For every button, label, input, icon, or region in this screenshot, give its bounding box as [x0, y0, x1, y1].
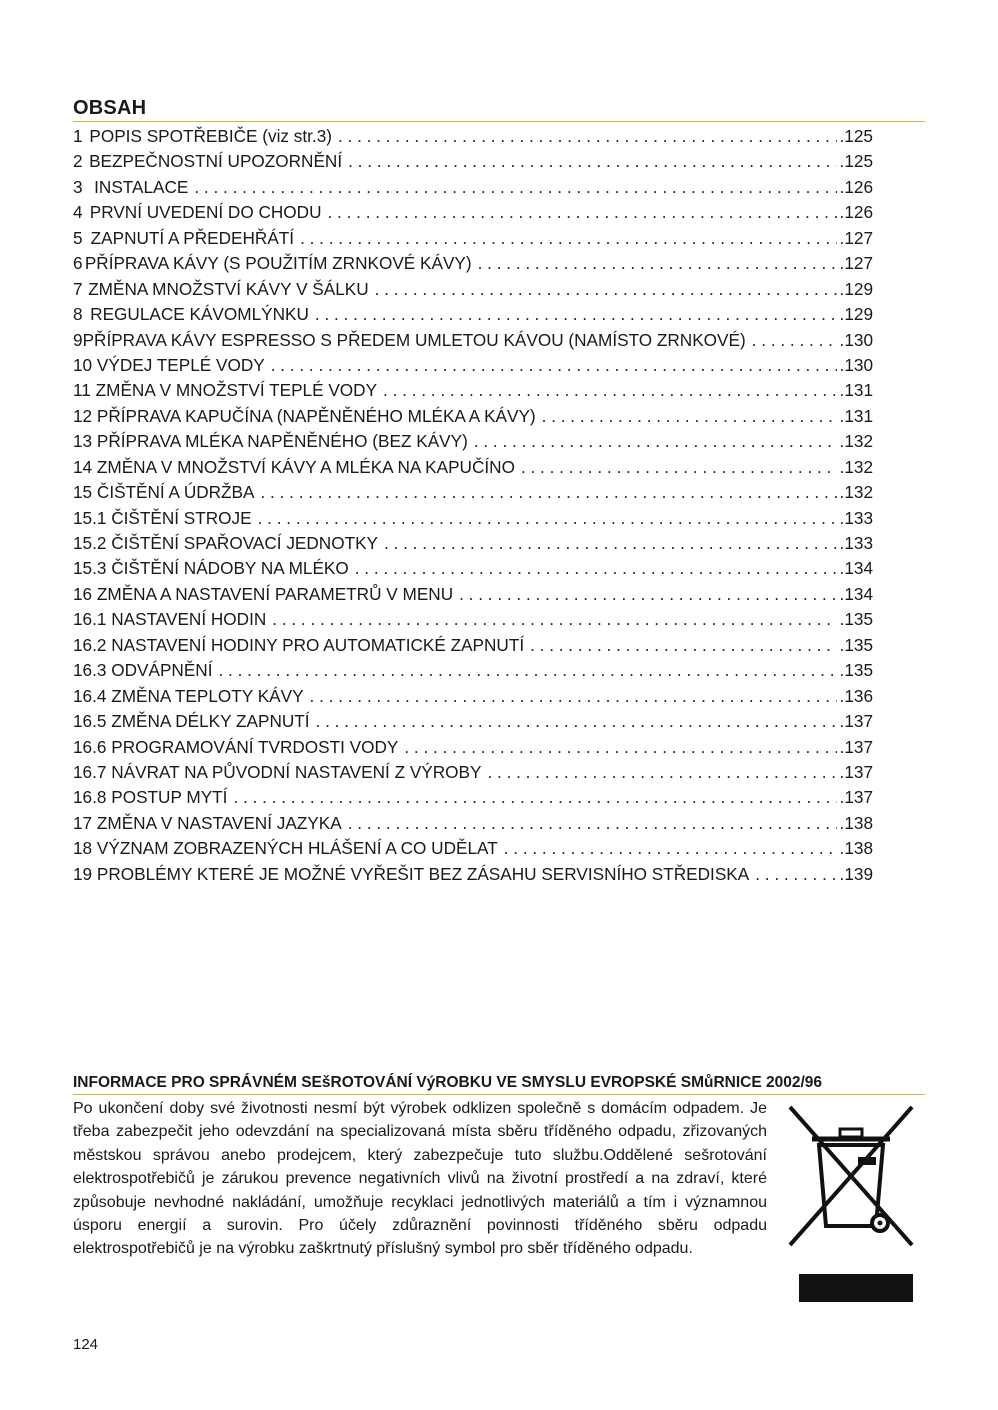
toc-leader-dots [752, 330, 837, 351]
toc-entry [73, 762, 873, 787]
toc-entry-title: ZAPNUTÍ A PŘEDEHŘÁTÍ [90, 227, 295, 248]
disposal-text: Po ukončení doby své životnosti nesmí být výrobek odklizen společně s domácím odpadem. Je třeba zabezpečit jeho odevzdání na specializovaná místa sběru tříděného odpadu, zřizovaných městskou správou anebo prodejcem, který zabezpečuje tuto službu.Oddělené sešrotování elektrospotřebičů je zárukou prevence negativních vlivů na životní prostředí a na zdraví, které způsobuje nevhodné nakládání, umožňuje recyklaci jednotlivých materiálů a tím i významnou úsporu energií a surovin. Pro účely zdůraznění povinnosti tříděného sběru odpadu elektrospotřebičů je na výrobku zaškrtnutý příslušný symbol pro sběr tříděného odpadu. [73, 1100, 767, 1258]
toc-entry [73, 406, 873, 431]
toc-entry-number: 14 [73, 456, 93, 477]
toc-entry-title: ZMĚNA DÉLKY ZAPNUTÍ [111, 711, 310, 732]
toc-entry [73, 228, 873, 253]
toc-entry-number: 4 [73, 202, 83, 223]
toc-entry [73, 380, 873, 405]
toc-leader-dots [272, 609, 836, 630]
toc-entry-title: INSTALACE [94, 176, 189, 197]
toc-leader-dots [348, 813, 837, 834]
toc-entry-title: ČIŠTĚNÍ SPAŘOVACÍ JEDNOTKY [111, 533, 378, 553]
toc-entry [73, 253, 873, 278]
toc-entry [73, 151, 873, 176]
toc-entry-number: 15 [73, 482, 93, 503]
toc-entry-title: BEZPEČNOSTNÍ UPOZORNĚNÍ [89, 151, 343, 172]
table-of-contents [73, 126, 873, 889]
toc-entry-page: .126 [839, 202, 873, 223]
toc-entry-number: 18 [73, 838, 93, 859]
toc-entry-title: PŘÍPRAVA MLÉKA NAPĚNĚNÉHO (BEZ KÁVY) [96, 431, 468, 452]
toc-entry-title: ZMĚNA V MNOŽSTVÍ KÁVY A MLÉKA NA KAPUČÍNO [96, 456, 515, 477]
toc-leader-dots [194, 177, 836, 198]
toc-entry-number: 15.2 [73, 533, 107, 553]
toc-entry-number: 16.6 [73, 736, 107, 757]
toc-entry-page: .125 [839, 151, 873, 172]
toc-entry-title: PŘÍPRAVA KÁVY ESPRESSO S PŘEDEM UMLETOU KÁVOU (NAMÍSTO ZRNKOVÉ) [82, 329, 746, 350]
toc-entry-number: 16.8 [73, 787, 107, 808]
toc-entry-title: POPIS SPOTŘEBIČE (viz str.3) [89, 126, 332, 146]
toc-leader-dots [459, 584, 836, 605]
toc-entry-title: ZMĚNA MNOŽSTVÍ KÁVY V ŠÁLKU [88, 278, 369, 299]
toc-entry-page: .134 [839, 558, 873, 579]
toc-entry-title: PŘÍPRAVA KÁVY (S POUŽITÍM ZRNKOVÉ KÁVY) [84, 253, 472, 274]
toc-entry-number: 16.7 [73, 761, 107, 782]
toc-entry-page: .127 [839, 227, 873, 248]
toc-entry [73, 711, 873, 736]
toc-entry-title: ČIŠTĚNÍ STROJE [111, 507, 252, 528]
toc-entry-page: .129 [839, 278, 873, 299]
toc-entry-number: 16.2 [73, 634, 107, 655]
toc-entry-page: .129 [839, 304, 873, 325]
toc-entry-page: .138 [839, 812, 873, 833]
toc-leader-dots [218, 660, 836, 681]
toc-entry-number: 2 [73, 151, 83, 172]
toc-entry-page: .132 [839, 482, 873, 503]
toc-entry-page: .139 [839, 863, 873, 884]
toc-entry-number: 16.5 [73, 711, 107, 732]
toc-entry-number: 9 [73, 329, 83, 350]
toc-entry [73, 482, 873, 507]
toc-leader-dots [375, 279, 837, 300]
toc-heading: OBSAH [73, 95, 925, 122]
disposal-heading: INFORMACE PRO SPRÁVNÉM SEšROTOVÁNÍ VýROBKU VE SMYSLU EVROPSKÉ SMůRNICE 2002/96 [73, 1072, 925, 1095]
toc-entry-page: .136 [839, 685, 873, 706]
toc-entry-page: .133 [839, 533, 873, 553]
toc-leader-dots [542, 406, 837, 427]
toc-leader-dots [315, 304, 837, 325]
toc-entry [73, 533, 873, 558]
toc-entry [73, 635, 873, 660]
toc-entry-number: 15.3 [73, 558, 107, 579]
crossed-out-bin-icon [784, 1101, 918, 1251]
toc-leader-dots [310, 686, 837, 707]
toc-leader-dots [328, 202, 837, 223]
toc-entry-title: ZMĚNA TEPLOTY KÁVY [111, 685, 304, 706]
toc-entry-page: .126 [839, 176, 873, 197]
page-number: 124 [73, 1336, 99, 1353]
toc-entry-number: 19 [73, 863, 93, 884]
toc-entry-title: ČIŠTĚNÍ NÁDOBY NA MLÉKO [111, 558, 349, 579]
toc-entry-page: .125 [839, 126, 873, 146]
toc-entry-number: 13 [73, 431, 93, 452]
toc-entry [73, 126, 873, 151]
toc-entry [73, 864, 873, 889]
toc-entry-title: ZMĚNA V MNOŽSTVÍ TEPLÉ VODY [95, 380, 378, 401]
toc-entry-number: 5 [73, 227, 83, 248]
toc-entry [73, 813, 873, 838]
toc-entry [73, 177, 873, 202]
toc-entry [73, 202, 873, 227]
toc-entry-page: .134 [839, 583, 873, 604]
toc-entry [73, 457, 873, 482]
toc-entry-title: VÝZNAM ZOBRAZENÝCH HLÁŠENÍ A CO UDĚLAT [96, 838, 498, 859]
toc-entry-page: .137 [839, 736, 873, 757]
toc-entry-page: .137 [839, 787, 873, 808]
toc-entry-page: .133 [839, 507, 873, 528]
toc-entry-page: .132 [839, 456, 873, 477]
toc-leader-dots [521, 457, 837, 478]
toc-entry-title: PRVNÍ UVEDENÍ DO CHODU [89, 202, 322, 223]
toc-leader-dots [478, 253, 837, 274]
toc-leader-dots [271, 355, 837, 376]
toc-entry [73, 355, 873, 380]
toc-entry [73, 279, 873, 304]
toc-entry [73, 838, 873, 863]
toc-entry-title: POSTUP MYTÍ [111, 787, 228, 808]
toc-entry-number: 12 [73, 405, 93, 426]
toc-entry-title: NÁVRAT NA PŮVODNÍ NASTAVENÍ Z VÝROBY [111, 761, 482, 782]
toc-entry-page: .132 [839, 431, 873, 452]
toc-leader-dots [755, 864, 836, 885]
toc-entry-number: 6 [73, 253, 83, 274]
toc-entry [73, 737, 873, 762]
toc-entry-title: VÝDEJ TEPLÉ VODY [96, 354, 265, 375]
weee-bar [799, 1274, 913, 1302]
toc-leader-dots [504, 838, 837, 859]
toc-leader-dots [233, 787, 836, 808]
toc-entry-title: PROGRAMOVÁNÍ TVRDOSTI VODY [111, 736, 399, 757]
toc-entry-page: .131 [839, 380, 873, 401]
toc-leader-dots [348, 151, 836, 172]
toc-entry-page: .137 [839, 761, 873, 782]
toc-leader-dots [383, 380, 837, 401]
toc-leader-dots [316, 711, 837, 732]
toc-entry [73, 431, 873, 456]
toc-entry-number: 3 [73, 176, 83, 197]
toc-entry [73, 686, 873, 711]
toc-leader-dots [530, 635, 836, 656]
toc-leader-dots [384, 533, 837, 554]
toc-entry [73, 330, 873, 355]
toc-entry-page: .131 [839, 405, 873, 426]
toc-leader-dots [258, 508, 837, 529]
toc-entry-number: 16 [73, 583, 93, 604]
toc-entry [73, 584, 873, 609]
toc-entry [73, 304, 873, 329]
toc-leader-dots [300, 228, 836, 249]
toc-entry-page: .130 [839, 354, 873, 375]
toc-entry-number: 10 [73, 354, 93, 375]
toc-entry-title: NASTAVENÍ HODINY PRO AUTOMATICKÉ ZAPNUTÍ [111, 634, 525, 655]
toc-entry-number: 7 [73, 278, 83, 299]
toc-entry-number: 16.1 [73, 609, 107, 630]
toc-entry-title: ODVÁPNĚNÍ [111, 660, 213, 681]
toc-entry-number: 15.1 [73, 507, 107, 528]
toc-entry [73, 660, 873, 685]
toc-leader-dots [355, 558, 837, 579]
toc-entry [73, 609, 873, 634]
toc-entry-page: .135 [839, 660, 873, 681]
toc-leader-dots [487, 762, 836, 783]
toc-entry-page: .137 [839, 711, 873, 732]
toc-entry-page: .127 [839, 253, 873, 274]
toc-entry-number: 16.3 [73, 660, 107, 681]
toc-entry-title: NASTAVENÍ HODIN [111, 609, 267, 630]
toc-entry-title: ZMĚNA V NASTAVENÍ JAZYKA [96, 812, 342, 833]
toc-entry-number: 16.4 [73, 685, 107, 706]
toc-leader-dots [404, 737, 836, 758]
toc-leader-dots [474, 431, 837, 452]
toc-entry [73, 508, 873, 533]
toc-entry-title: ZMĚNA A NASTAVENÍ PARAMETRŮ V MENU [96, 583, 454, 604]
toc-entry-page: .135 [839, 609, 873, 630]
toc-leader-dots [338, 126, 837, 147]
toc-entry [73, 558, 873, 583]
toc-entry-title: ČIŠTĚNÍ A ÚDRŽBA [96, 482, 255, 503]
toc-entry-title: PROBLÉMY KTERÉ JE MOŽNÉ VYŘEŠIT BEZ ZÁSAHU SERVISNÍHO STŘEDISKA [96, 863, 750, 884]
toc-entry-title: PŘÍPRAVA KAPUČÍNA (NAPĚNĚNÉHO MLÉKA A KÁVY) [96, 405, 536, 426]
toc-entry-page: .135 [839, 634, 873, 655]
toc-entry-number: 1 [73, 126, 83, 146]
toc-entry [73, 787, 873, 812]
toc-entry-number: 11 [73, 380, 91, 401]
toc-entry-page: .130 [839, 329, 873, 350]
toc-entry-number: 17 [73, 812, 93, 833]
toc-entry-title: REGULACE KÁVOMLÝNKU [90, 304, 309, 325]
toc-entry-number: 8 [73, 304, 83, 325]
toc-entry-page: .138 [839, 838, 873, 859]
toc-leader-dots [261, 482, 837, 503]
